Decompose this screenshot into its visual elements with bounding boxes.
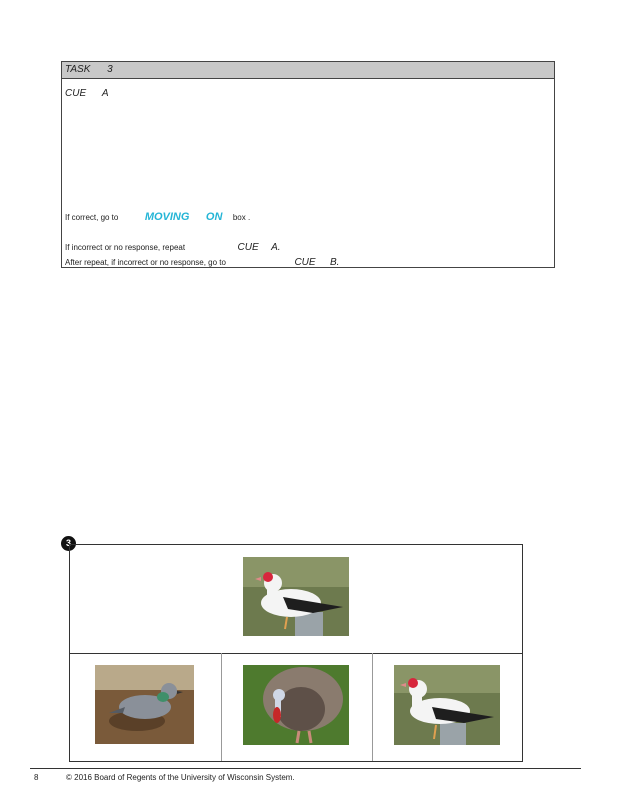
after-instruction xyxy=(65,252,339,270)
footer-rule xyxy=(30,768,581,769)
correct-instruction xyxy=(65,207,250,225)
page-number: 8 xyxy=(34,773,39,782)
copyright-notice: © 2016 Board of Regents of the University of Wisconsin System. xyxy=(66,773,295,782)
cue-label: CUE xyxy=(65,88,87,99)
after-letter: B. xyxy=(330,257,340,268)
cue-letter: A xyxy=(101,88,109,99)
correct-prefix: If correct, go to xyxy=(65,213,119,222)
turkey-image xyxy=(243,665,349,745)
item-number-badge: 3 xyxy=(61,536,76,551)
option-cell-3[interactable] xyxy=(372,653,522,761)
task-header xyxy=(62,62,554,79)
incorrect-cue: CUE xyxy=(237,242,259,253)
cue-a-heading xyxy=(65,88,109,99)
option-cell-2[interactable] xyxy=(221,653,373,761)
picture-choice-card xyxy=(69,544,523,762)
on-label: ON xyxy=(205,211,223,223)
incorrect-letter: A. xyxy=(271,242,281,253)
after-cue: CUE xyxy=(294,257,316,268)
after-prefix: After repeat, if incorrect or no response, go to xyxy=(65,258,226,267)
box-suffix: box . xyxy=(232,213,251,222)
incorrect-prefix: If incorrect or no response, repeat xyxy=(65,243,186,252)
pigeon-image xyxy=(95,665,194,744)
task-box xyxy=(61,61,555,268)
task-number: 3 xyxy=(107,64,113,75)
task-label: TASK xyxy=(65,64,91,75)
target-cell xyxy=(70,545,522,654)
muscovy-duck-target-image xyxy=(243,557,349,636)
moving-label: MOVING xyxy=(144,211,190,223)
muscovy-duck-image xyxy=(394,665,500,745)
option-cell-1[interactable] xyxy=(70,653,222,761)
